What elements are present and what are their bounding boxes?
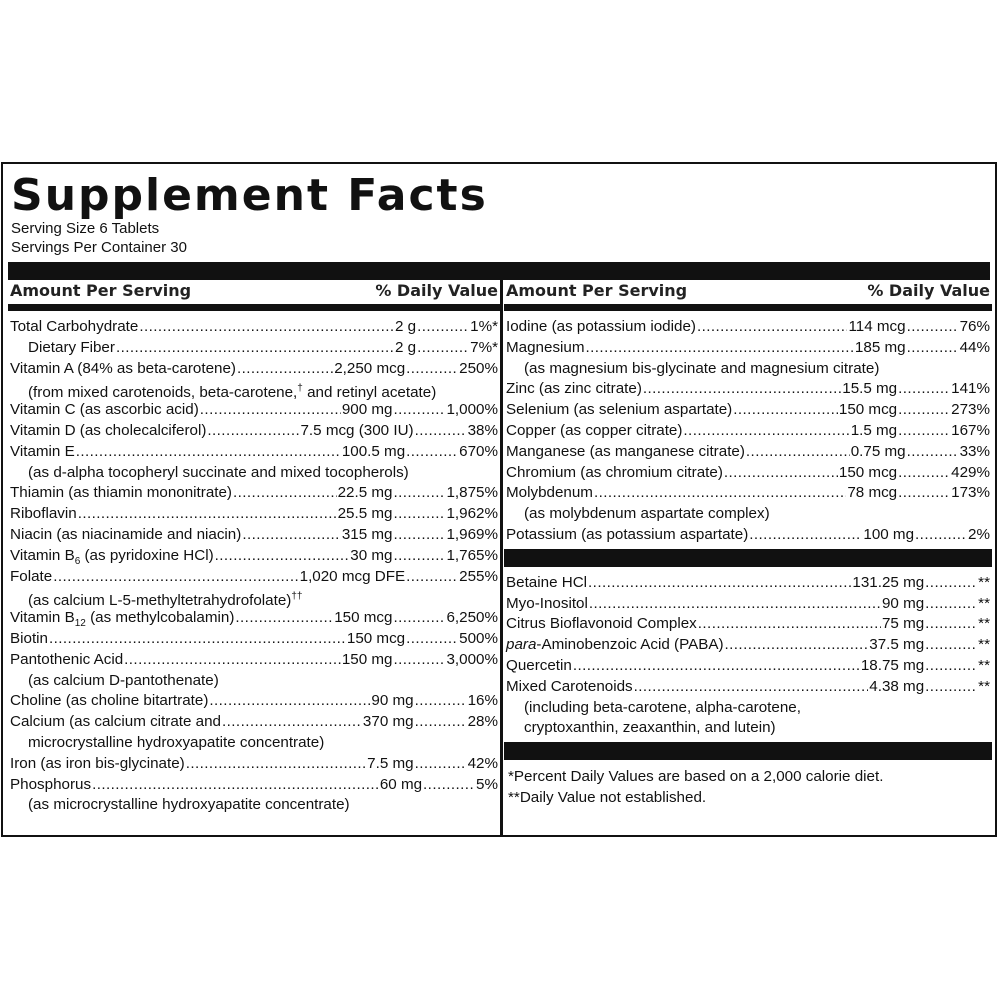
nutrient-row-phosphorus: Phosphorus . . . 60 mg . . . 5%	[8, 775, 500, 796]
amount-per-serving-label: Amount Per Serving	[506, 281, 688, 300]
top-divider-bar	[8, 262, 990, 280]
nutrient-row-magnesium: Magnesium . . . 185 mg . . . 44%	[504, 338, 992, 359]
nutrient-source-molybdenum: (as molybdenum aspartate complex)	[524, 505, 770, 523]
nutrient-row-pantothenic-acid: Pantothenic Acid . . . 150 mg . . . 3,000%	[8, 650, 500, 671]
nutrient-source-vitamin-a: (from mixed carotenoids, beta-carotene,† and retinyl acetate)	[28, 383, 437, 402]
nutrient-row-betaine-hcl: Betaine HCl . . . 131.25 mg . . . **	[504, 573, 992, 594]
nutrient-source-vitamin-e: (as d-alpha tocopheryl succinate and mixed tocopherols)	[28, 463, 409, 481]
nutrient-row-citrus-bioflavonoid: Citrus Bioflavonoid Complex . . . 75 mg . . . **	[504, 614, 992, 635]
nutrient-row-molybdenum: Molybdenum . . . 78 mcg . . . 173%	[504, 483, 992, 504]
left-column	[8, 280, 500, 835]
supplement-facts-panel	[1, 162, 997, 837]
nutrient-row-total-carbohydrate: Total Carbohydrate . . . 2 g . . . 1%*	[8, 317, 500, 338]
nutrient-row-vitamin-d: Vitamin D (as cholecalciferol) . . . 7.5 mcg (300 IU) . . . 38%	[8, 421, 500, 442]
nutrient-row-paba: para-Aminobenzoic Acid (PABA) . . . 37.5 mg . . . **	[504, 635, 992, 656]
nutrient-row-selenium: Selenium (as selenium aspartate) . . . 150 mcg . . . 273%	[504, 400, 992, 421]
nutrient-row-vitamin-b6: Vitamin $B_6$ (as pyridoxine HCl) . . . 30 mg . . . 1,765%	[8, 546, 500, 567]
footnote-daily-value: *Percent Daily Values are based on a 2,000 calorie diet.	[508, 768, 884, 786]
servings-per-container: Servings Per Container 30	[11, 239, 187, 256]
nutrient-row-thiamin: Thiamin (as thiamin mononitrate) . . . 22.5 mg . . . 1,875%	[8, 483, 500, 504]
column-divider	[500, 280, 503, 835]
nutrient-source-mixed-carotenoids-2: cryptoxanthin, zeaxanthin, and lutein)	[524, 719, 776, 737]
nutrient-row-quercetin: Quercetin . . . 18.75 mg . . . **	[504, 656, 992, 677]
nutrient-row-vitamin-e: Vitamin E . . . 100.5 mg . . . 670%	[8, 442, 500, 463]
nutrient-row-chromium: Chromium (as chromium citrate) . . . 150 mcg . . . 429%	[504, 463, 992, 484]
nutrient-row-potassium: Potassium (as potassium aspartate) . . . 100 mg . . . 2%	[504, 525, 992, 546]
column-header	[8, 280, 500, 304]
column-header	[504, 280, 992, 304]
nutrient-row-calcium: Calcium (as calcium citrate and . . . 370 mg . . . 28%	[8, 712, 500, 733]
panel-title: Supplement Facts	[11, 170, 488, 221]
nutrient-row-biotin: Biotin . . . 150 mcg . . . 500%	[8, 629, 500, 650]
nutrient-row-niacin: Niacin (as niacinamide and niacin) . . . 315 mg . . . 1,969%	[8, 525, 500, 546]
header-divider-bar	[504, 304, 992, 311]
nutrient-row-iodine: Iodine (as potassium iodide) . . . 114 mcg . . . 76%	[504, 317, 992, 338]
serving-size: Serving Size 6 Tablets	[11, 220, 160, 237]
nutrient-source-mixed-carotenoids-1: (including beta-carotene, alpha-carotene,	[524, 698, 801, 716]
nutrient-row-vitamin-b12: Vitamin $B_{12}$ (as methylcobalamin) . . . 150 mcg . . . 6,250%	[8, 608, 500, 629]
nutrient-row-myo-inositol: Myo-Inositol . . . 90 mg . . . **	[504, 594, 992, 615]
nutrient-row-vitamin-a: Vitamin A (84% as beta-carotene) . . . 2,250 mcg . . . 250%	[8, 359, 500, 380]
nutrient-row-mixed-carotenoids: Mixed Carotenoids . . . 4.38 mg . . . **	[504, 677, 992, 698]
nutrient-row-dietary-fiber: Dietary Fiber . . . 2 g . . . 7%*	[8, 338, 500, 359]
daily-value-label: % Daily Value	[375, 281, 498, 300]
daily-value-label: % Daily Value	[867, 281, 990, 300]
nutrient-row-zinc: Zinc (as zinc citrate) . . . 15.5 mg . . . 141%	[504, 379, 992, 400]
nutrient-row-vitamin-c: Vitamin C (as ascorbic acid) . . . 900 mg . . . 1,000%	[8, 400, 500, 421]
amount-per-serving-label: Amount Per Serving	[10, 281, 192, 300]
footnote-not-established: **Daily Value not established.	[508, 789, 707, 807]
nutrient-row-iron: Iron (as iron bis-glycinate) . . . 7.5 mg . . . 42%	[8, 754, 500, 775]
nutrient-row-folate: Folate . . . 1,020 mcg DFE . . . 255%	[8, 567, 500, 588]
section-divider-bar	[504, 549, 992, 567]
right-column	[504, 280, 992, 835]
nutrient-source-calcium: microcrystalline hydroxyapatite concentrate)	[28, 733, 325, 751]
header-divider-bar	[8, 304, 500, 311]
nutrient-source-phosphorus: (as microcrystalline hydroxyapatite concentrate)	[28, 796, 350, 814]
nutrient-row-manganese: Manganese (as manganese citrate) . . . 0.75 mg . . . 33%	[504, 442, 992, 463]
nutrient-source-folate: (as calcium L-5-methyltetrahydrofolate)††	[28, 591, 303, 610]
footnote-divider-bar	[504, 742, 992, 760]
nutrient-source-pantothenic-acid: (as calcium D-pantothenate)	[28, 671, 219, 689]
nutrient-source-magnesium: (as magnesium bis-glycinate and magnesium citrate)	[524, 359, 880, 377]
nutrient-row-copper: Copper (as copper citrate) . . . 1.5 mg . . . 167%	[504, 421, 992, 442]
nutrient-row-choline: Choline (as choline bitartrate) . . . 90 mg . . . 16%	[8, 691, 500, 712]
nutrient-row-riboflavin: Riboflavin . . . 25.5 mg . . . 1,962%	[8, 504, 500, 525]
